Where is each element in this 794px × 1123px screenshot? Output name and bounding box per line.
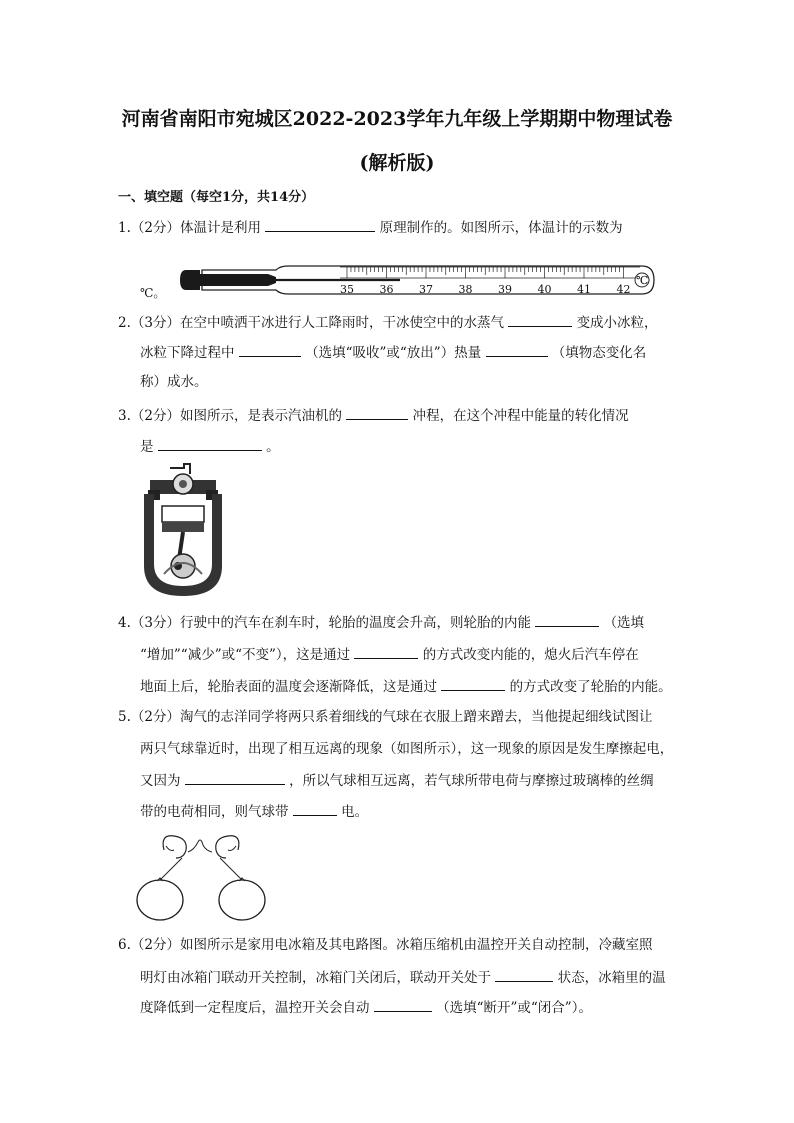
q3-blank-2[interactable] <box>158 436 262 451</box>
q3-text-2a: 是 <box>140 439 154 455</box>
q4-blank-1[interactable] <box>535 612 599 627</box>
question-2-line-2 <box>140 342 646 362</box>
scale-label: 40 <box>537 283 552 296</box>
q4-text-1a: 4.（3分）行驶中的汽车在刹车时，轮胎的温度会升高，则轮胎的内能 <box>118 615 531 631</box>
q2-text-3: 称）成水。 <box>140 374 208 390</box>
question-6-line-3 <box>140 997 592 1017</box>
q2-text-2b: （选填“吸收”或“放出”）热量 <box>305 345 482 361</box>
q2-text-1a: 2.（3分）在空中喷洒干冰进行人工降雨时，干冰使空中的水蒸气 <box>118 315 504 331</box>
q1-text-b: 原理制作的。如图所示，体温计的示数为 <box>379 220 623 236</box>
q5-text-2: 两只气球靠近时，出现了相互远离的现象（如图所示），这一现象的原因是发生摩擦起电， <box>140 741 674 757</box>
question-6-line-2 <box>140 967 666 987</box>
question-3-line-2 <box>140 436 280 456</box>
q5-text-3b: ，所以气球相互远离，若气球所带电荷与摩擦过玻璃棒的丝绸 <box>289 773 654 789</box>
q4-text-1b: （选填 <box>603 615 645 631</box>
q5-text-1: 5.（2分）淘气的志洋同学将两只系着细线的气球在衣服上蹭来蹭去，当他提起细线试图让 <box>118 709 653 725</box>
q5-blank-2[interactable] <box>293 801 337 816</box>
balloons-figure <box>136 832 266 924</box>
q2-blank-2[interactable] <box>239 342 301 357</box>
q6-blank-2[interactable] <box>374 997 432 1012</box>
q2-blank-1[interactable] <box>508 312 572 327</box>
q6-text-2a: 明灯由冰箱门联动开关控制，冰箱门关闭后，联动开关处于 <box>140 970 491 986</box>
question-4-line-3 <box>140 676 672 696</box>
thermometer-figure <box>180 264 660 304</box>
q2-text-2c: （填物态变化名 <box>551 345 647 361</box>
q2-blank-3[interactable] <box>486 342 548 357</box>
q3-text-1b: 冲程，在这个冲程中能量的转化情况 <box>412 408 629 424</box>
q4-text-3b: 的方式改变了轮胎的内能。 <box>509 679 672 695</box>
q6-blank-1[interactable] <box>495 967 553 982</box>
scale-label: 41 <box>577 283 591 296</box>
q2-text-1b: 变成小冰粒， <box>576 315 658 331</box>
scale-label: 38 <box>458 283 473 296</box>
q3-blank-1[interactable] <box>346 405 408 420</box>
q4-blank-3[interactable] <box>441 676 505 691</box>
question-5-line-3 <box>140 770 654 790</box>
question-4-line-1 <box>118 612 644 632</box>
question-3-line-1 <box>118 405 629 425</box>
engine-cylinder-figure <box>138 462 228 602</box>
scale-label: 35 <box>340 283 354 296</box>
q3-text-1a: 3.（2分）如图所示，是表示汽油机的 <box>118 408 342 424</box>
q4-blank-2[interactable] <box>354 644 418 659</box>
q6-text-2b: 状态，冰箱里的温 <box>557 970 666 986</box>
thermometer-unit: ℃ <box>636 274 649 287</box>
q6-text-1: 6.（2分）如图所示是家用电冰箱及其电路图。冰箱压缩机由温控开关自动控制，冷藏室照 <box>118 937 653 953</box>
section-heading: 一、填空题（每空1分，共14分） <box>118 190 315 205</box>
page-subtitle: (解析版) <box>359 152 435 174</box>
q4-text-3a: 地面上后，轮胎表面的温度会逐渐降低，这是通过 <box>140 679 437 695</box>
q5-text-3a: 又因为 <box>140 773 181 789</box>
q5-text-4a: 带的电荷相同，则气球带 <box>140 804 289 820</box>
scale-label: 36 <box>379 283 394 296</box>
q3-text-2b: 。 <box>266 439 280 455</box>
question-2-line-1 <box>118 312 658 332</box>
q5-blank-1[interactable] <box>185 770 285 785</box>
scale-label: 37 <box>419 283 433 296</box>
q5-text-4b: 电。 <box>341 804 369 820</box>
q4-text-2a: “增加”“减少”或“不变”），这是通过 <box>140 647 351 663</box>
q2-text-2a: 冰粒下降过程中 <box>140 345 235 361</box>
q6-text-3b: （选填“断开”或“闭合”）。 <box>436 1000 592 1016</box>
q4-text-2b: 的方式改变内能的，熄火后汽车停在 <box>422 647 639 663</box>
q1-blank-1[interactable] <box>265 217 375 232</box>
scale-label: 39 <box>498 283 512 296</box>
question-5-line-4 <box>140 801 368 821</box>
page-title: 河南省南阳市宛城区2022-2023学年九年级上学期期中物理试卷 <box>121 108 673 130</box>
q1-text-c: ℃。 <box>140 286 166 300</box>
q6-text-3a: 度降低到一定程度后，温控开关会自动 <box>140 1000 370 1016</box>
question-4-line-2 <box>140 644 639 664</box>
scale-label: 42 <box>616 283 631 296</box>
question-1-text <box>118 217 623 237</box>
q1-text-a: 1.（2分）体温计是利用 <box>118 220 261 236</box>
